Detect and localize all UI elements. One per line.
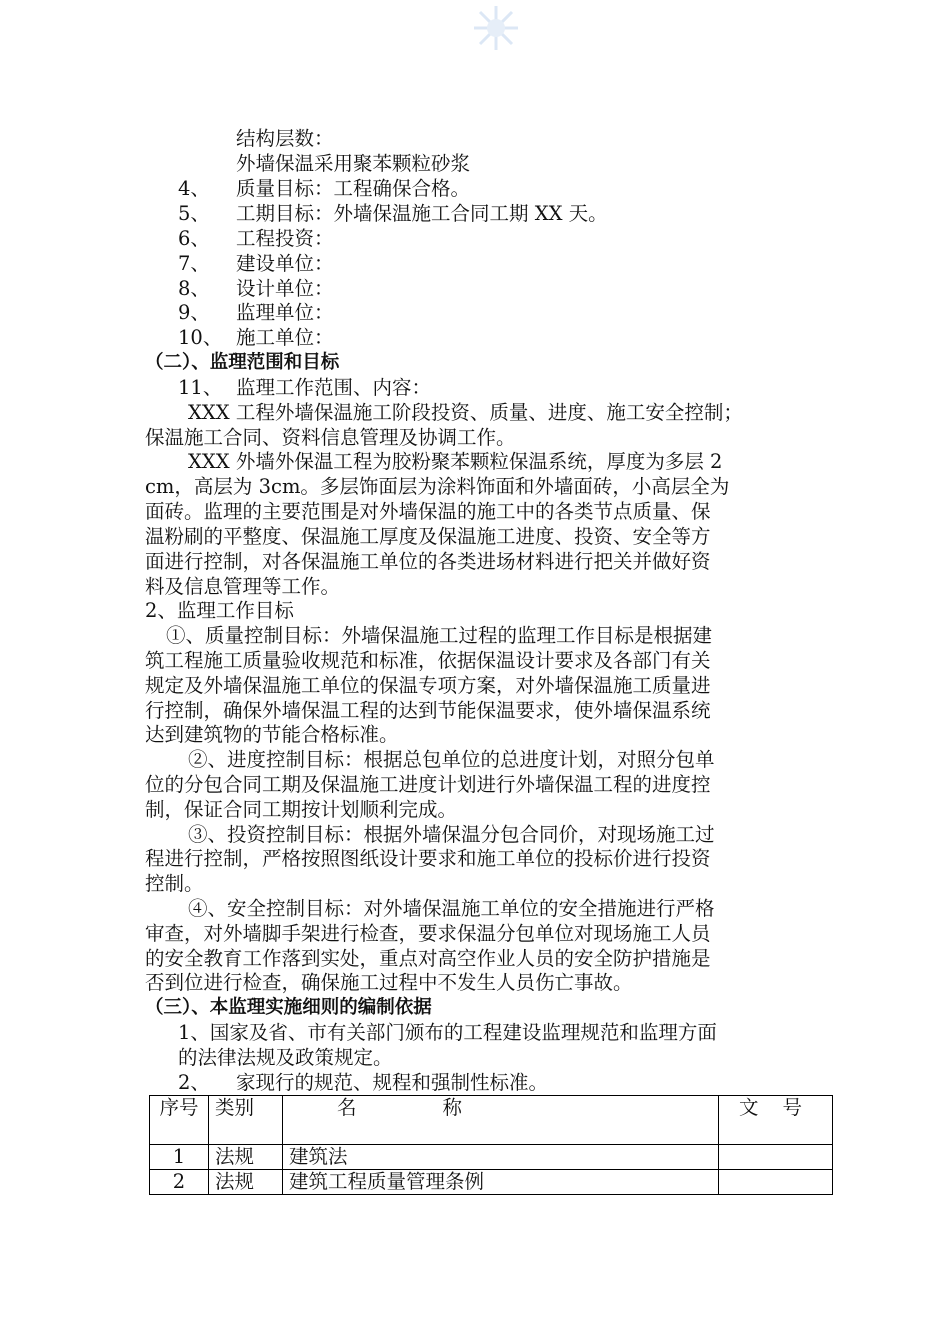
list-item: [178, 201, 608, 226]
subheading: 2、监理工作目标: [145, 599, 294, 622]
snowflake-logo-icon: [467, 2, 525, 54]
paragraph-line: cm，高层为 3cm。多层饰面层为涂料饰面和外墙面砖，小高层全为: [145, 475, 730, 498]
item-number: 5、: [178, 202, 210, 225]
item-number: 11、: [178, 376, 223, 399]
paragraph-line: 否到位进行检查，确保施工过程中不发生人员伤亡事故。: [145, 971, 633, 994]
section-heading: （三）、本监理实施细则的编制依据: [145, 997, 432, 1018]
list-item: [178, 325, 334, 350]
header-no: 序号: [150, 1096, 209, 1145]
item-number: 7、: [178, 252, 210, 275]
paragraph-line: 保温施工合同、资料信息管理及协调工作。: [145, 426, 516, 449]
item-number: 10、: [178, 326, 223, 349]
item-text: 工期目标：外墙保温施工合同工期 XX 天。: [236, 202, 608, 225]
cell-doc-no: [719, 1170, 833, 1195]
list-item: [178, 251, 334, 276]
paragraph-line: 控制。: [145, 872, 204, 895]
cell-name: 建筑法: [283, 1145, 719, 1170]
paragraph-line: ③、投资控制目标：根据外墙保温分包合同价，对现场施工过: [188, 823, 715, 846]
paragraph-line: 程进行控制，严格按照图纸设计要求和施工单位的投标价进行投资: [145, 847, 711, 870]
item-text: 设计单位：: [236, 277, 334, 300]
table-header-row: [150, 1096, 833, 1145]
paragraph-line: 行控制，确保外墙保温工程的达到节能保温要求，使外墙保温系统: [145, 699, 711, 722]
section-heading: （二）、监理范围和目标: [145, 352, 340, 373]
header-category: 类别: [209, 1096, 283, 1145]
item-text: 质量目标：工程确保合格。: [236, 177, 471, 200]
cell-doc-no: [719, 1145, 833, 1170]
paragraph-line: 的安全教育工作落到实处，重点对高空作业人员的安全防护措施是: [145, 947, 711, 970]
item-text: 建设单位：: [236, 252, 334, 275]
cell-no: 2: [150, 1170, 209, 1195]
item-number: 8、: [178, 277, 210, 300]
paragraph-line: ①、质量控制目标：外墙保温施工过程的监理工作目标是根据建: [166, 624, 713, 647]
item-number: 4、: [178, 177, 210, 200]
paragraph-line: XXX 工程外墙保温施工阶段投资、质量、进度、施工安全控制；: [188, 401, 743, 424]
list-item: [178, 375, 431, 400]
paragraph-line: 审查，对外墙脚手架进行检查，要求保温分包单位对现场施工人员: [145, 922, 711, 945]
item-number: 2、: [178, 1071, 210, 1094]
list-item: [178, 300, 334, 325]
item-text: 监理单位：: [236, 301, 334, 324]
list-item: [178, 276, 334, 301]
item-text: 施工单位：: [236, 326, 334, 349]
cell-category: 法规: [209, 1170, 283, 1195]
cell-no: 1: [150, 1145, 209, 1170]
paragraph-line: 达到建筑物的节能合格标准。: [145, 723, 399, 746]
list-item: [178, 176, 470, 201]
item-text: 监理工作范围、内容：: [236, 376, 432, 399]
table-row: [150, 1145, 833, 1170]
item-text: 家现行的规范、规程和强制性标准。: [236, 1071, 549, 1094]
paragraph-line: 筑工程施工质量验收规范和标准，依据保温设计要求及各部门有关: [145, 649, 711, 672]
paragraph-line: 料及信息管理等工作。: [145, 575, 341, 598]
paragraph-line: 面进行控制，对各保温施工单位的各类进场材料进行把关并做好资: [145, 550, 711, 573]
paragraph-line: ②、进度控制目标：根据总包单位的总进度计划，对照分包单: [188, 748, 715, 771]
list-item: [178, 226, 334, 251]
item-text: 工程投资：: [236, 227, 334, 250]
paragraph-line: 面砖。监理的主要范围是对外墙保温的施工中的各类节点质量、保: [145, 500, 711, 523]
structure-layers-line: 结构层数：: [236, 127, 334, 150]
header-name: 名称: [283, 1096, 719, 1145]
paragraph-line: ④、安全控制目标：对外墙保温施工单位的安全措施进行严格: [188, 897, 715, 920]
insulation-method-line: 外墙保温采用聚苯颗粒砂浆: [236, 152, 471, 175]
paragraph-line: 规定及外墙保温施工单位的保温专项方案，对外墙保温施工质量进: [145, 674, 711, 697]
cell-name: 建筑工程质量管理条例: [283, 1170, 719, 1195]
paragraph-line: 制，保证合同工期按计划顺利完成。: [145, 798, 458, 821]
table-row: [150, 1170, 833, 1195]
cell-category: 法规: [209, 1145, 283, 1170]
list-item: [178, 1070, 548, 1095]
item-number: 6、: [178, 227, 210, 250]
reference-table: [149, 1095, 833, 1195]
paragraph-line: XXX 外墙外保温工程为胶粉聚苯颗粒保温系统，厚度为多层 2: [188, 450, 723, 473]
item-number: 9、: [178, 301, 210, 324]
header-doc-no: 文号: [719, 1096, 833, 1145]
paragraph-line: 的法律法规及政策规定。: [178, 1046, 393, 1069]
paragraph-line: 位的分包合同工期及保温施工进度计划进行外墙保温工程的进度控: [145, 773, 711, 796]
paragraph-line: 1、国家及省、市有关部门颁布的工程建设监理规范和监理方面: [178, 1021, 717, 1044]
paragraph-line: 温粉刷的平整度、保温施工厚度及保温施工进度、投资、安全等方: [145, 525, 711, 548]
